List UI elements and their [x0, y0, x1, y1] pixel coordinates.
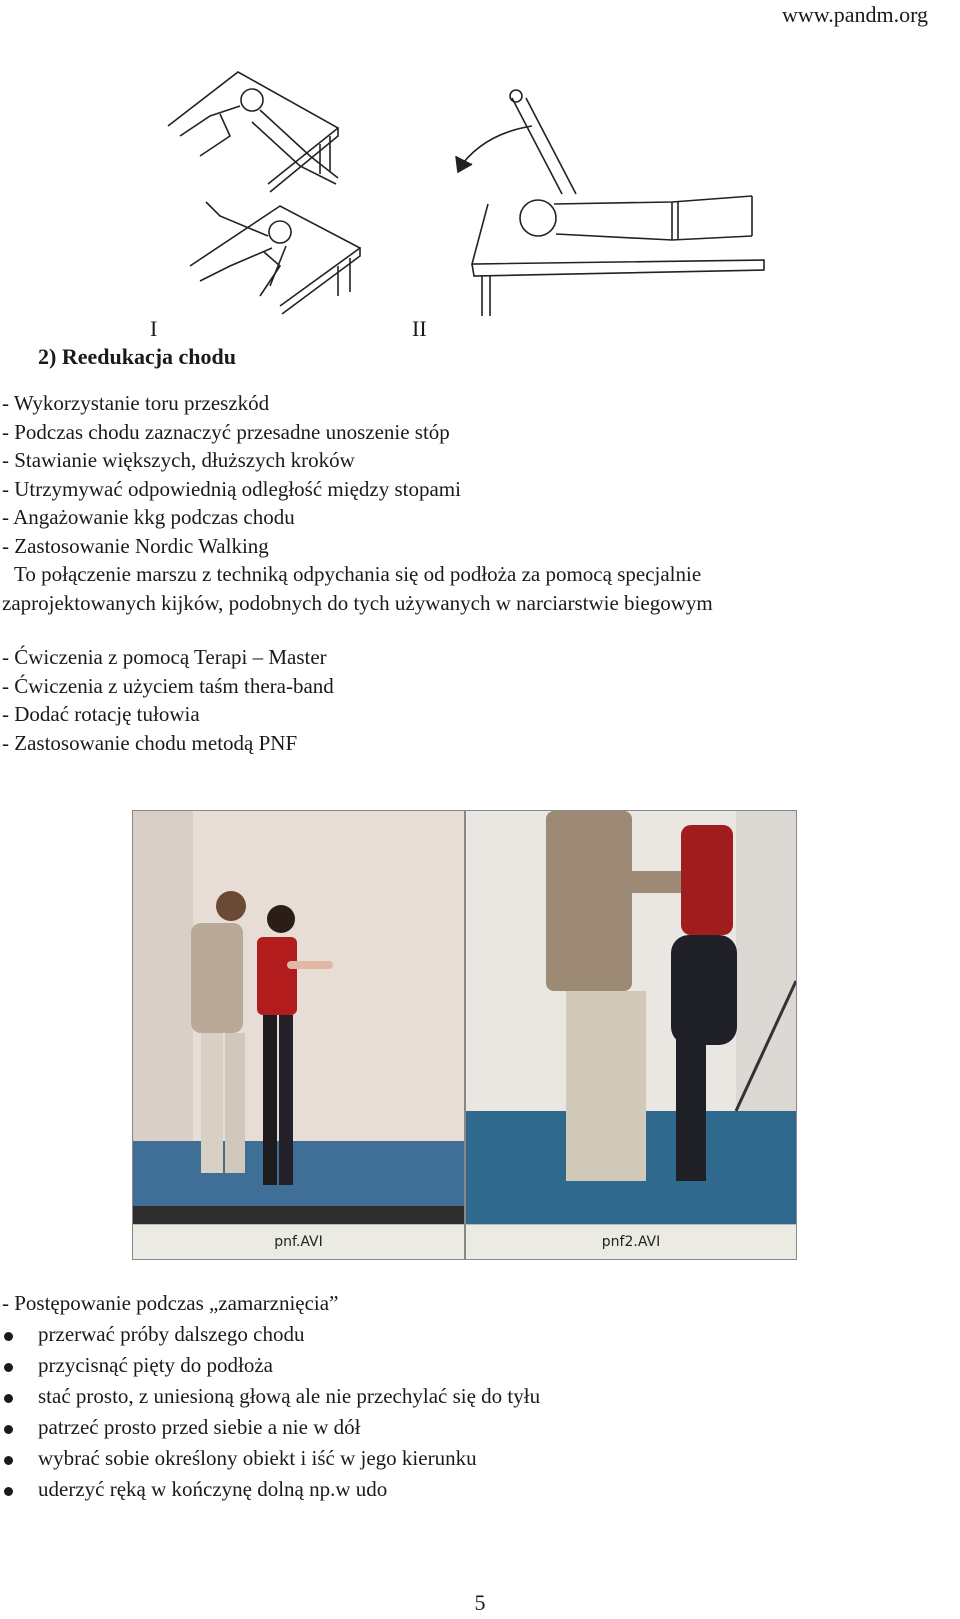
page-number: 5 — [474, 1590, 486, 1615]
bullet-icon — [4, 1456, 13, 1465]
bullet-icon — [4, 1363, 13, 1372]
list-item: - Zastosowanie Nordic Walking — [2, 533, 269, 558]
list-item: - Angażowanie kkg podczas chodu — [2, 505, 295, 529]
freeze-title — [2, 1289, 338, 1318]
list-item: - Wykorzystanie toru przeszkód — [2, 391, 270, 415]
video-filename: pnf.AVI — [133, 1224, 464, 1259]
bullet-icon — [4, 1487, 13, 1496]
illustration-exercise-ii — [452, 84, 772, 324]
video-thumbnail-pnf[interactable] — [132, 810, 465, 1260]
list-item: - Stawianie większych, dłuższych kroków — [2, 448, 355, 472]
bullet-icon — [4, 1394, 13, 1403]
nordic-description-line: To połączenie marszu z techniką odpychania się od podłoża za pomocą specjalnie — [14, 562, 702, 586]
list-item: - Podczas chodu zaznaczyć przesadne unoszenie stóp — [2, 419, 450, 444]
list-item: - Dodać rotację tułowia — [2, 702, 200, 726]
figure-label-i: I — [150, 316, 158, 341]
illustration-exercise-i — [160, 66, 370, 326]
list-item: - Ćwiczenia z pomocą Terapi – Master — [2, 645, 327, 669]
video-thumbnail-pnf2[interactable] — [465, 810, 797, 1260]
freeze-title-text: - Postępowanie podczas „zamarznięcia” — [2, 1291, 339, 1315]
figure-label-ii: II — [412, 316, 427, 341]
list-item: - Zastosowanie chodu metodą PNF — [2, 730, 298, 755]
site-url: www.pandm.org — [781, 2, 928, 27]
bullet-icon — [4, 1332, 13, 1341]
gait-list — [2, 389, 713, 617]
list-item: - Ćwiczenia z użyciem taśm thera-band — [2, 673, 334, 698]
nordic-description-line: zaprojektowanych kijków, podobnych do tych używanych w narciarstwie biegowym — [2, 590, 713, 615]
section-heading: 2) Reedukacja chodu — [38, 344, 237, 369]
bullet-icon — [4, 1425, 13, 1434]
list-item: - Utrzymywać odpowiednią odległość między stopami — [2, 476, 461, 501]
exercise-list — [2, 643, 334, 757]
video-filename: pnf2.AVI — [466, 1224, 796, 1259]
